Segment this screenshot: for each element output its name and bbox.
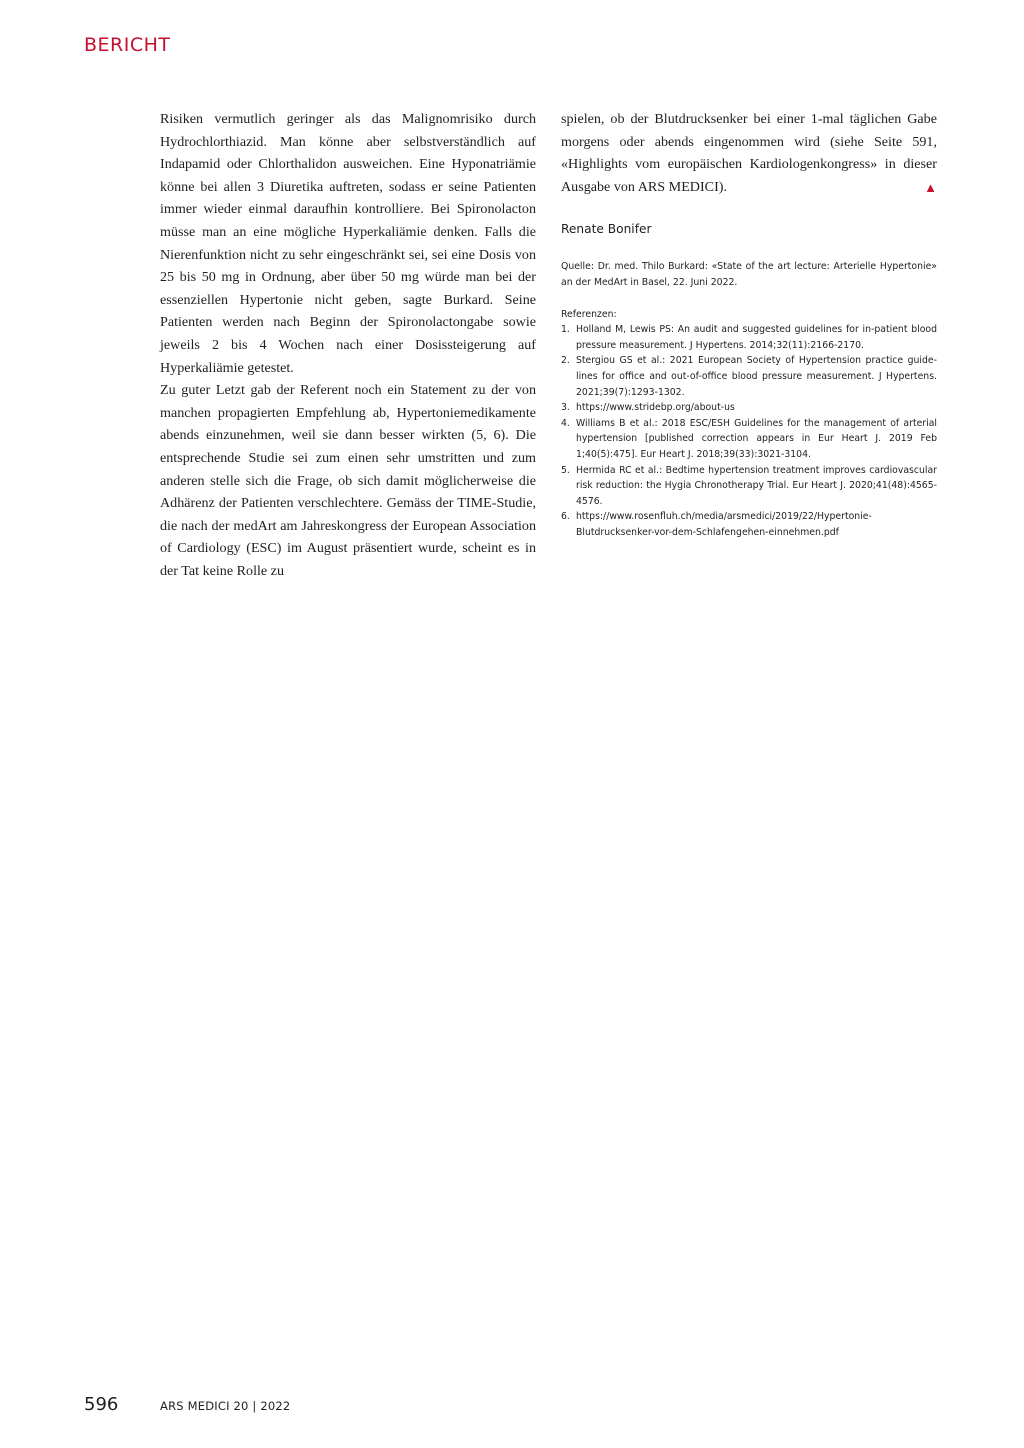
reference-number: 3. [561,402,570,414]
reference-text: Stergiou GS et al.: 2021 European Society of Hypertension practice guidelines for office and out-of-office blood pressure measurement. J Hypertens. 2021;39(7):1293-1302. [576,355,937,398]
reference-item [561,322,937,353]
reference-text: Hermida RC et al.: Bedtime hypertension treatment improves cardiovascular risk reduction: the Hygia Chronotherapy Trial. Eur Heart J. 2020;41(48):4565-4576. [576,464,937,507]
article-column-left [160,108,536,582]
author-name: Renate Bonifer [561,222,652,237]
reference-number: 5. [561,464,570,476]
reference-number: 6. [561,511,570,523]
reference-item [561,416,937,463]
journal-issue: ARS MEDICI 20 | 2022 [160,1399,291,1413]
section-heading: BERICHT [84,34,171,56]
references-list [561,322,937,540]
reference-item [561,353,937,400]
reference-text: Williams B et al.: 2018 ESC/ESH Guidelines for the management of arterial hypertension [published correction appears in Eur Heart J. 2019 Feb 1;40(5):475]. Eur Heart J. 2018;39(33):3021-3104. [576,417,937,460]
end-of-article-triangle-icon: ▲ [924,179,937,195]
references-heading: Referenzen: [561,308,617,320]
reference-text: Holland M, Lewis PS: An audit and suggested guidelines for in-patient blood pressure measurement. J Hypertens. 2014;32(11):2166-2170. [576,324,937,351]
source-note: Quelle: Dr. med. Thilo Burkard: «State of the art lecture: Arterielle Hypertonie» an der MedArt in Basel, 22. Juni 2022. [561,261,937,288]
body-paragraph: Risiken vermutlich geringer als das Malignomrisiko durch Hydrochlorthiazid. Man könne aber selbstverständlich auf Indapamid oder Chlorthalidon ausweichen. Eine Hyponatriämie könne bei allen 3 Diuretika auftreten, sodass er seine Patienten immer wieder einmal daraufhin kontrolliere. Bei Spironolacton müsse man an eine mögliche Hyperkaliämie denken. Falls die Nierenfunktion nicht zu sehr eingeschränkt sei, sei eine Dosis von 25 bis 50 mg in Ordnung, aber über 50 mg würde man bei der essenziellen Hypertonie nicht geben, sagte Burkard. Seine Patienten werden nach Beginn der Spironolactongabe sowie jeweils 2 bis 4 Wochen nach einer Dosissteigerung auf Hyperkaliämie getestet. [160,111,536,376]
reference-number: 2. [561,355,570,367]
page-number: 596 [84,1394,119,1415]
body-paragraph-continuation [561,108,937,198]
continuation-text: spielen, ob der Blutdrucksenker bei einer 1-mal täglichen Gabe morgens oder abends eingenommen wird (siehe Seite 591, «Highlights vom europäischen Kardiologenkongress» in dieser Ausgabe von ARS MEDICI). [561,111,937,195]
reference-number: 1. [561,324,570,336]
reference-text: https://www.rosenfluh.ch/media/arsmedici/2019/22/Hypertonie-Blutdrucksenker-vor-dem-Schlafengehen-einnehmen.pdf [576,511,872,538]
reference-item [561,400,937,416]
reference-text: https://www.stridebp.org/about-us [576,402,735,414]
reference-item [561,509,937,540]
reference-item [561,463,937,510]
body-paragraph: Zu guter Letzt gab der Referent noch ein Statement zu der von manchen propagierten Empfehlung ab, Hypertoniemedikamente abends einzunehmen, weil sie dann besser wirkten (5, 6). Die entsprechende Studie sei zum einen sehr umstritten und zum anderen stelle sich die Frage, ob sich damit möglicherweise die Adhärenz der Patienten verschlechtere. Gemäss der TIME-Studie, die nach der medArt am Jahreskongress der European Association of Cardiology (ESC) im August präsentiert wurde, scheint es in der Tat keine Rolle zu [160,382,536,579]
article-column-right [561,108,937,540]
reference-number: 4. [561,417,570,429]
